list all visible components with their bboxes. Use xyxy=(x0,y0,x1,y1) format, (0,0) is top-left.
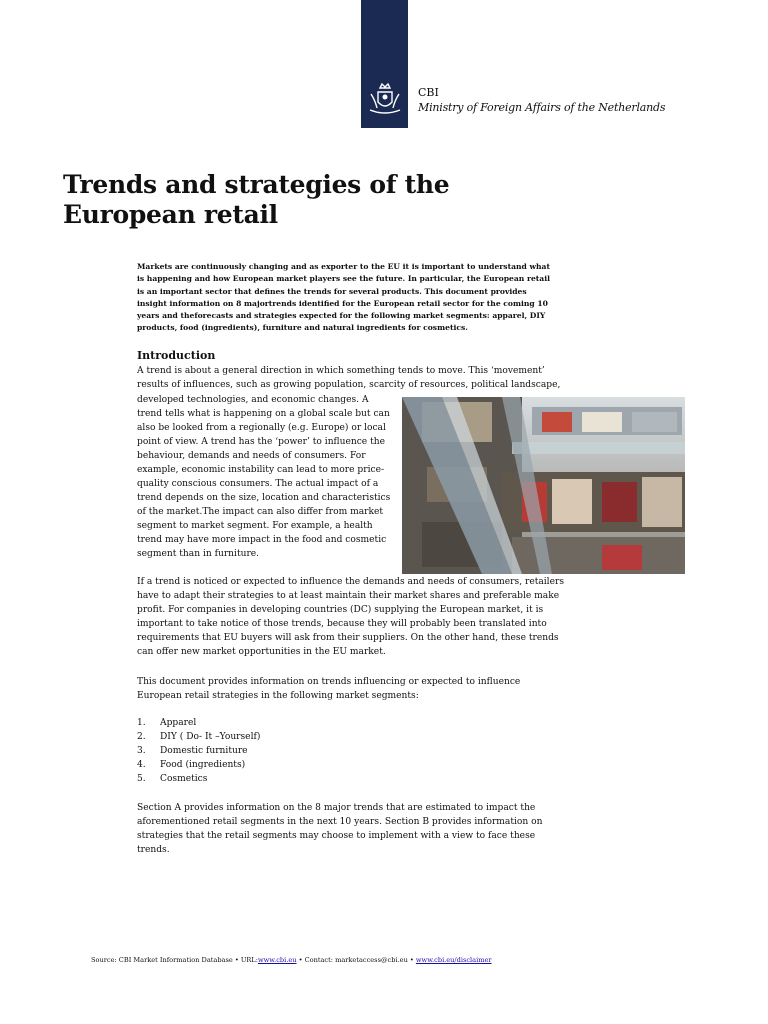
intro-paragraph-4: Section A provides information on the 8 major trends that are estimated to impact the aforementioned retail segments in the next 10 years. Section B provides information on strategies that the retail segments may choose to implement with a view to face these trends. xyxy=(137,803,543,855)
list-item: 5. Cosmetics xyxy=(137,774,208,784)
list-item: 3. Domestic furniture xyxy=(137,746,248,756)
footer-url-link[interactable]: www.cbi.eu xyxy=(257,956,297,964)
footer-disclaimer-link[interactable]: www.cbi.eu/disclaimer xyxy=(415,956,492,964)
shopping-mall-photo xyxy=(402,397,685,574)
section-heading-introduction: Introduction xyxy=(137,349,216,362)
page-title: Trends and strategies of the European retail xyxy=(63,170,450,229)
org-full: Ministry of Foreign Affairs of the Netherlands xyxy=(418,101,666,114)
segment-list xyxy=(137,716,260,786)
intro-paragraph-top: A trend is about a general direction in which something tends to move. This ‘movement’ results of influences, such as growing population, scarcity of resources, political landscape, xyxy=(137,366,561,390)
intro-paragraph-3: This document provides information on trends influencing or expected to influence European retail strategies in the following market segments: xyxy=(137,677,521,701)
org-name xyxy=(418,86,665,116)
org-short: CBI xyxy=(418,86,439,99)
footer-prefix: Source: CBI Market Information Database • URL: xyxy=(91,956,258,964)
intro-paragraph-2: If a trend is noticed or expected to influence the demands and needs of consumers, retailers have to adapt their strategies to at least maintain their market shares and preferable make profit. For companies in developing countries (DC) supplying the European market, it is important to take notice of those trends, because they will probably been translated into requirements that EU buyers will ask from their suppliers. On the other hand, these trends can offer new market opportunities in the EU market. xyxy=(137,577,564,657)
list-item: 4. Food (ingredients) xyxy=(137,760,246,770)
list-item: 1. Apparel xyxy=(137,718,197,728)
abstract: Markets are continuously changing and as exporter to the EU it is important to understand what is happening and how European market players see the future. In particular, the European retail is an important sector that defines the trends for several products. This document provides insight information on 8 majortrends identified for the European retail sector for the coming 10 years and theforecasts and strategies expected for the following market segments: apparel, DIY products, food (ingredients), furniture and natural ingredients for cosmetics. xyxy=(137,262,550,333)
footer xyxy=(91,956,492,964)
intro-paragraph-wrap: developed technologies, and economic changes. A trend tells what is happening on a global scale but can also be looked from a regionally (e.g. Europe) or local point of view. A trend has the ‘power’ to influence the behaviour, demands and needs of consumers. For example, economic instability can lead to more price-quality conscious consumers. The actual impact of a trend depends on the size, location and characteristics of the market.The impact can also differ from market segment to market segment. For example, a health trend may have more impact in the food and cosmetic segment than in furniture. xyxy=(137,395,391,559)
list-item: 2. DIY ( Do- It –Yourself) xyxy=(137,732,261,742)
footer-contact: • Contact: marketaccess@cbi.eu • xyxy=(296,956,416,964)
crest-icon xyxy=(366,80,404,118)
